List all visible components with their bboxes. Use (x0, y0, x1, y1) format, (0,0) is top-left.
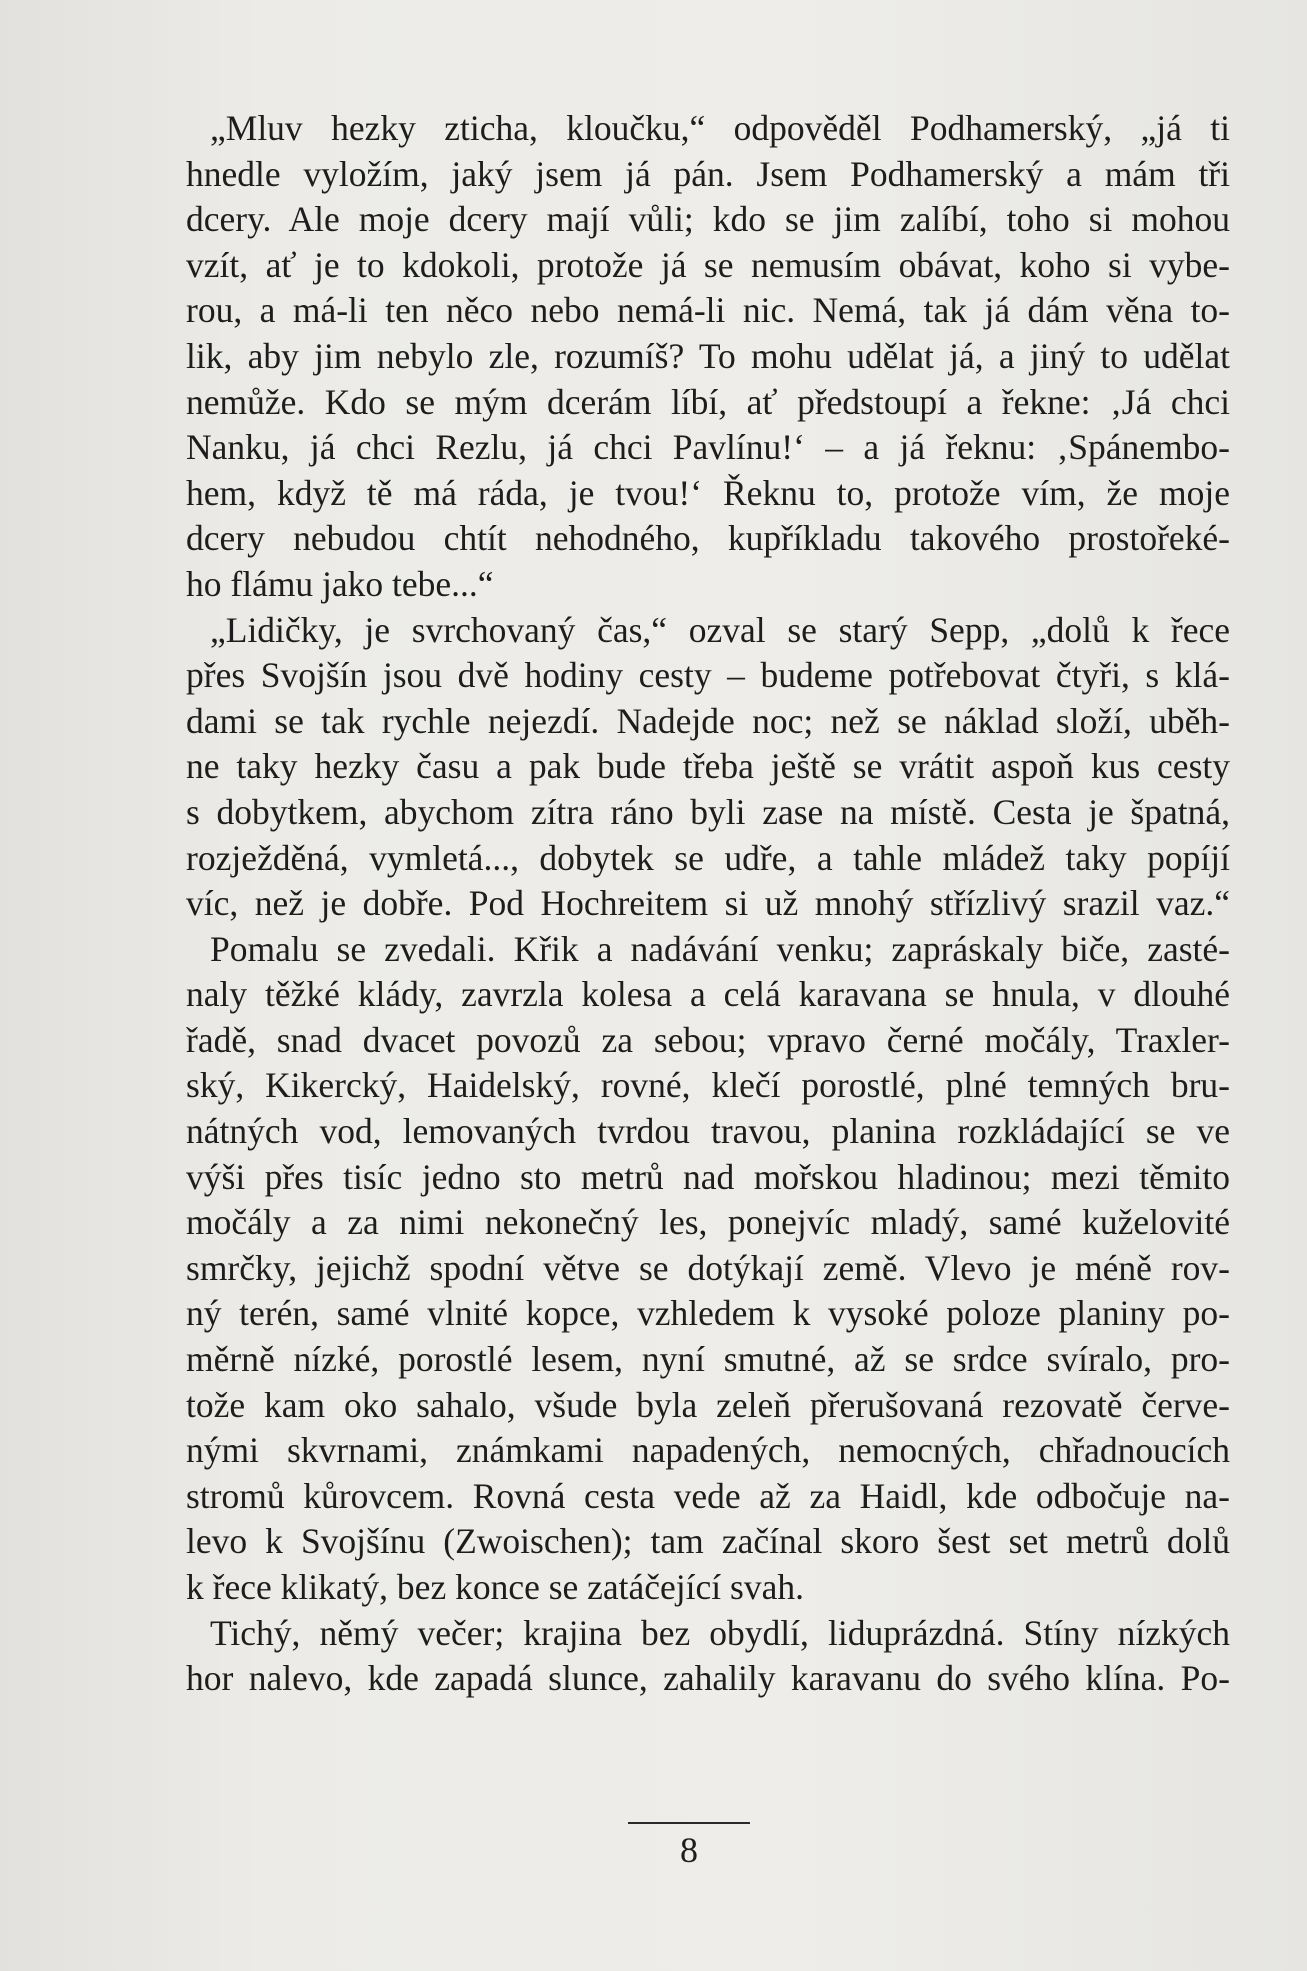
text-line: tože kam oko sahalo, všude byla zeleň přerušovaná rezovatě červe- (186, 1384, 1230, 1425)
text-line: ne taky hezky času a pak bude třeba ještě se vrátit aspoň kus cesty (186, 746, 1230, 787)
text-line: „Lidičky, je svrchovaný čas,“ ozval se starý Sepp, „dolů k řece (210, 609, 1230, 650)
text-line: naly těžké klády, zavrzla kolesa a celá karavana se hnula, v dlouhé (186, 974, 1230, 1015)
text-line: dcery nebudou chtít nehodného, kupříkladu takového prostořeké- (186, 518, 1230, 559)
text-line: lik, aby jim nebylo zle, rozumíš? To mohu udělat já, a jiný to udělat (186, 335, 1230, 376)
text-line: přes Svojšín jsou dvě hodiny cesty – budeme potřebovat čtyři, s klá- (186, 655, 1230, 696)
text-line: „Mluv hezky zticha, kloučku,“ odpověděl Podhamerský, „já ti (210, 108, 1230, 148)
text-line: víc, než je dobře. Pod Hochreitem si už mnohý střízlivý srazil vaz.“ (186, 883, 1230, 924)
text-line: vzít, ať je to kdokoli, protože já se nemusím obávat, koho si vybe- (186, 244, 1230, 285)
text-line: stromů kůrovcem. Rovná cesta vede až za Haidl, kde odbočuje na- (186, 1475, 1230, 1516)
text-line: ho flámu jako tebe...“ (186, 563, 494, 604)
paragraph-2 (186, 608, 1230, 927)
body-text (186, 106, 1230, 1702)
text-line: hor nalevo, kde zapadá slunce, zahalily karavanu do svého klína. Po- (186, 1658, 1230, 1699)
footer-rule (628, 1822, 750, 1824)
text-line: nemůže. Kdo se mým dcerám líbí, ať předstoupí a řekne: ‚Já chci (186, 381, 1230, 422)
text-line: dami se tak rychle nejezdí. Nadejde noc; než se náklad složí, uběh- (186, 700, 1230, 741)
paragraph-4 (186, 1611, 1230, 1702)
text-line: Nanku, já chci Rezlu, já chci Pavlínu!‘ – a já řeknu: ‚Spánembo- (186, 427, 1230, 468)
text-line: Tichý, němý večer; krajina bez obydlí, liduprázdná. Stíny nízkých (210, 1612, 1230, 1653)
text-line: nátných vod, lemovaných tvrdou travou, planina rozkládající se ve (186, 1111, 1230, 1152)
text-line: nými skvrnami, známkami napadených, nemocných, chřadnoucích (186, 1430, 1230, 1471)
text-line: výši přes tisíc jedno sto metrů nad mořskou hladinou; mezi těmito (186, 1156, 1230, 1197)
text-line: měrně nízké, porostlé lesem, nyní smutné, až se srdce svíralo, pro- (186, 1339, 1230, 1380)
text-line: dcery. Ale moje dcery mají vůli; kdo se jim zalíbí, toho si mohou (186, 199, 1230, 240)
text-line: Pomalu se zvedali. Křik a nadávání venku; zapráskaly biče, zasté- (210, 928, 1230, 969)
text-line: řadě, snad dvacet povozů za sebou; vpravo černé močály, Traxler- (186, 1019, 1230, 1060)
paragraph-3 (186, 927, 1230, 1611)
text-line: levo k Svojšínu (Zwoischen); tam začínal skoro šest set metrů dolů (186, 1521, 1230, 1562)
text-line: ný terén, samé vlnité kopce, vzhledem k vysoké poloze planiny po- (186, 1293, 1230, 1334)
text-line: s dobytkem, abychom zítra ráno byli zase na místě. Cesta je špatná, (186, 791, 1230, 832)
text-line: hem, když tě má ráda, je tvou!‘ Řeknu to, protože vím, že moje (186, 472, 1230, 513)
page-number: 8 (680, 1830, 698, 1870)
text-line: k řece klikatý, bez konce se zatáčející svah. (186, 1567, 804, 1607)
text-line: rozježděná, vymletá..., dobytek se udře, a tahle mládež taky popíjí (186, 837, 1230, 878)
text-line: hnedle vyložím, jaký jsem já pán. Jsem Podhamerský a mám tři (186, 153, 1230, 194)
paragraph-1 (186, 106, 1230, 608)
text-line: močály a za nimi nekonečný les, ponejvíc mladý, samé kuželovité (186, 1202, 1230, 1243)
text-line: smrčky, jejichž spodní větve se dotýkají země. Vlevo je méně rov- (186, 1247, 1230, 1288)
text-line: ský, Kikercký, Haidelský, rovné, klečí porostlé, plné temných bru- (186, 1065, 1230, 1106)
text-line: rou, a má-li ten něco nebo nemá-li nic. Nemá, tak já dám věna to- (186, 290, 1230, 331)
